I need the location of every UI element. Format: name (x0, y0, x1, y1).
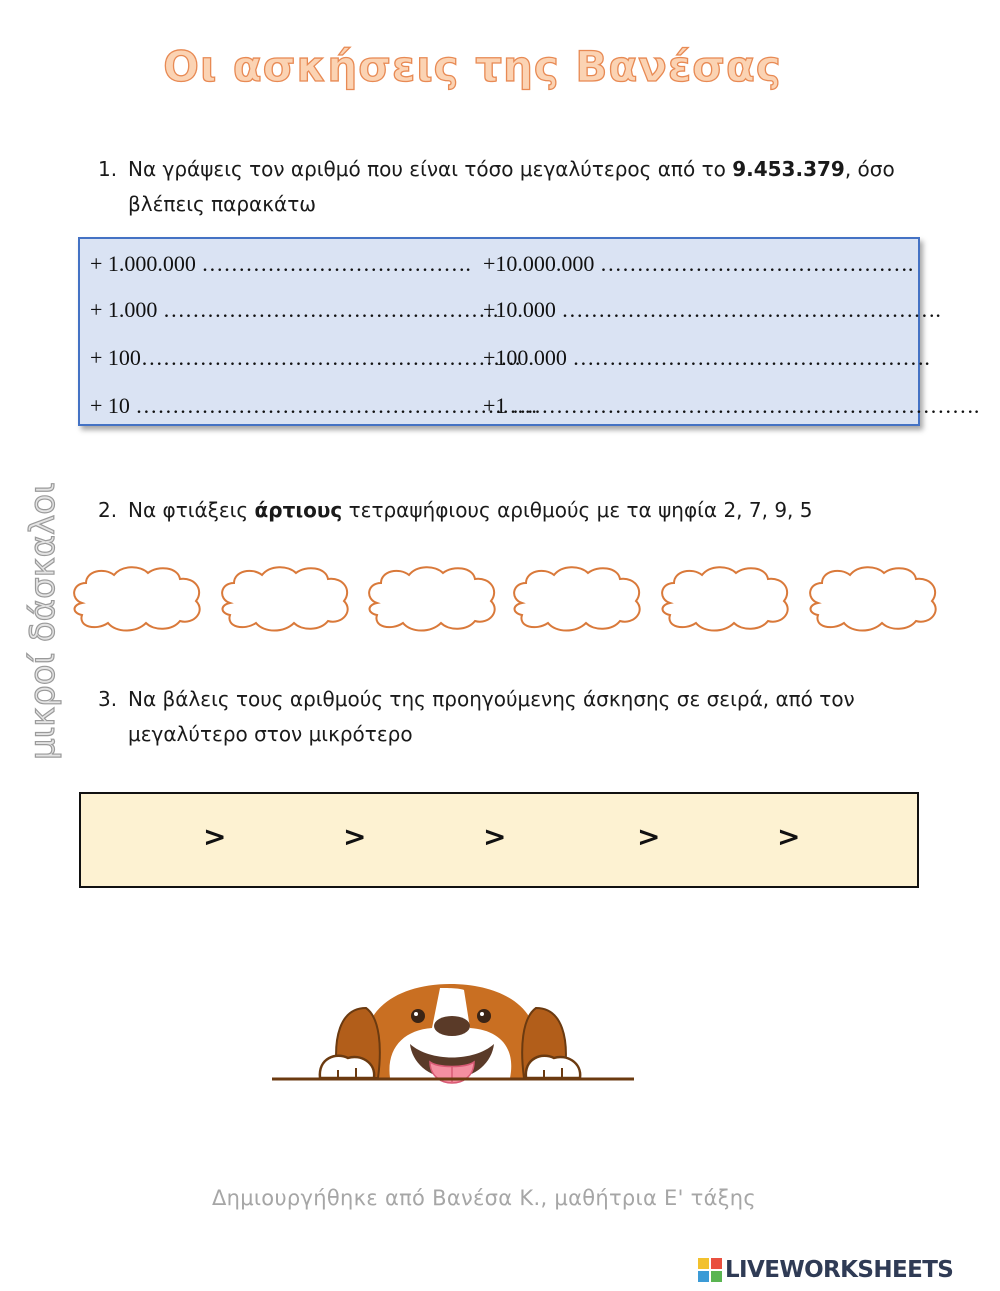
question-text: Να φτιάξεις (128, 498, 255, 522)
dog-illustration (270, 978, 636, 1096)
greater-than-symbol: > (637, 820, 661, 853)
greater-than-symbol: > (483, 820, 507, 853)
question-text-line2: βλέπεις παρακάτω (128, 192, 316, 216)
question-3 (98, 682, 918, 752)
brand-logo[interactable] (698, 1255, 953, 1285)
answer-line[interactable]: + 100……………………………………………. (90, 345, 521, 370)
cloud-answer-box[interactable] (656, 563, 794, 633)
answer-line[interactable]: +1 ………………………………………………………. (483, 393, 980, 418)
answer-line[interactable]: + 1.000.000 ………………………………. (90, 251, 471, 276)
greater-than-symbol: > (777, 820, 801, 853)
question-text: Να βάλεις τους αριθμούς της προηγούμενης άσκησης σε σειρά, από τον (128, 687, 855, 711)
question-text-end: τετραψήφιους αριθμούς με τα ψηφία 2, 7, 9, 5 (342, 498, 813, 522)
answer-line[interactable]: +10.000 ……………………………………………. (483, 297, 941, 322)
question-1 (98, 152, 918, 222)
question-bold-number: 9.453.379 (732, 157, 845, 181)
side-watermark (12, 455, 72, 765)
brand-name: LIVEWORKSHEETS (725, 1257, 954, 1283)
question-text-line2: μεγαλύτερο στον μικρότερο (128, 722, 413, 746)
question-number: 1. (98, 157, 118, 181)
svg-text:μικροί δάσκαλοι: μικροί δάσκαλοι (23, 482, 63, 760)
answer-line[interactable]: + 10 ………………………………………………. (90, 393, 537, 418)
cloud-answer-box[interactable] (363, 563, 501, 633)
footer-credit: Δημιουργήθηκε από Βανέσα Κ., μαθήτρια Ε' τάξης (211, 1186, 757, 1210)
question-number: 3. (98, 687, 118, 711)
page-title: Οι ασκήσεις της Βανέσας (163, 42, 782, 91)
answer-line[interactable]: + 1.000 ………………………………………. (90, 297, 499, 322)
greater-than-symbol: > (343, 820, 367, 853)
answer-line[interactable]: +10.000.000 ……………………………………. (483, 251, 914, 276)
question-2 (98, 493, 918, 528)
question-number: 2. (98, 498, 118, 522)
question-text: Να γράψεις τον αριθμό που είναι τόσο μεγαλύτερος από το (128, 157, 733, 181)
cloud-answer-box[interactable] (68, 563, 206, 633)
question-text-end: , όσο (844, 157, 895, 181)
question-bold-word: άρτιους (254, 498, 343, 522)
liveworksheets-icon (698, 1258, 722, 1282)
cloud-answer-box[interactable] (804, 563, 942, 633)
cloud-answer-box[interactable] (508, 563, 646, 633)
cloud-answer-row (68, 563, 944, 635)
ordering-box[interactable] (79, 792, 919, 888)
cloud-answer-box[interactable] (216, 563, 354, 633)
greater-than-symbol: > (203, 820, 227, 853)
answer-line[interactable]: +100.000 …………………………………………. (483, 345, 930, 370)
answer-box-1 (78, 237, 980, 426)
